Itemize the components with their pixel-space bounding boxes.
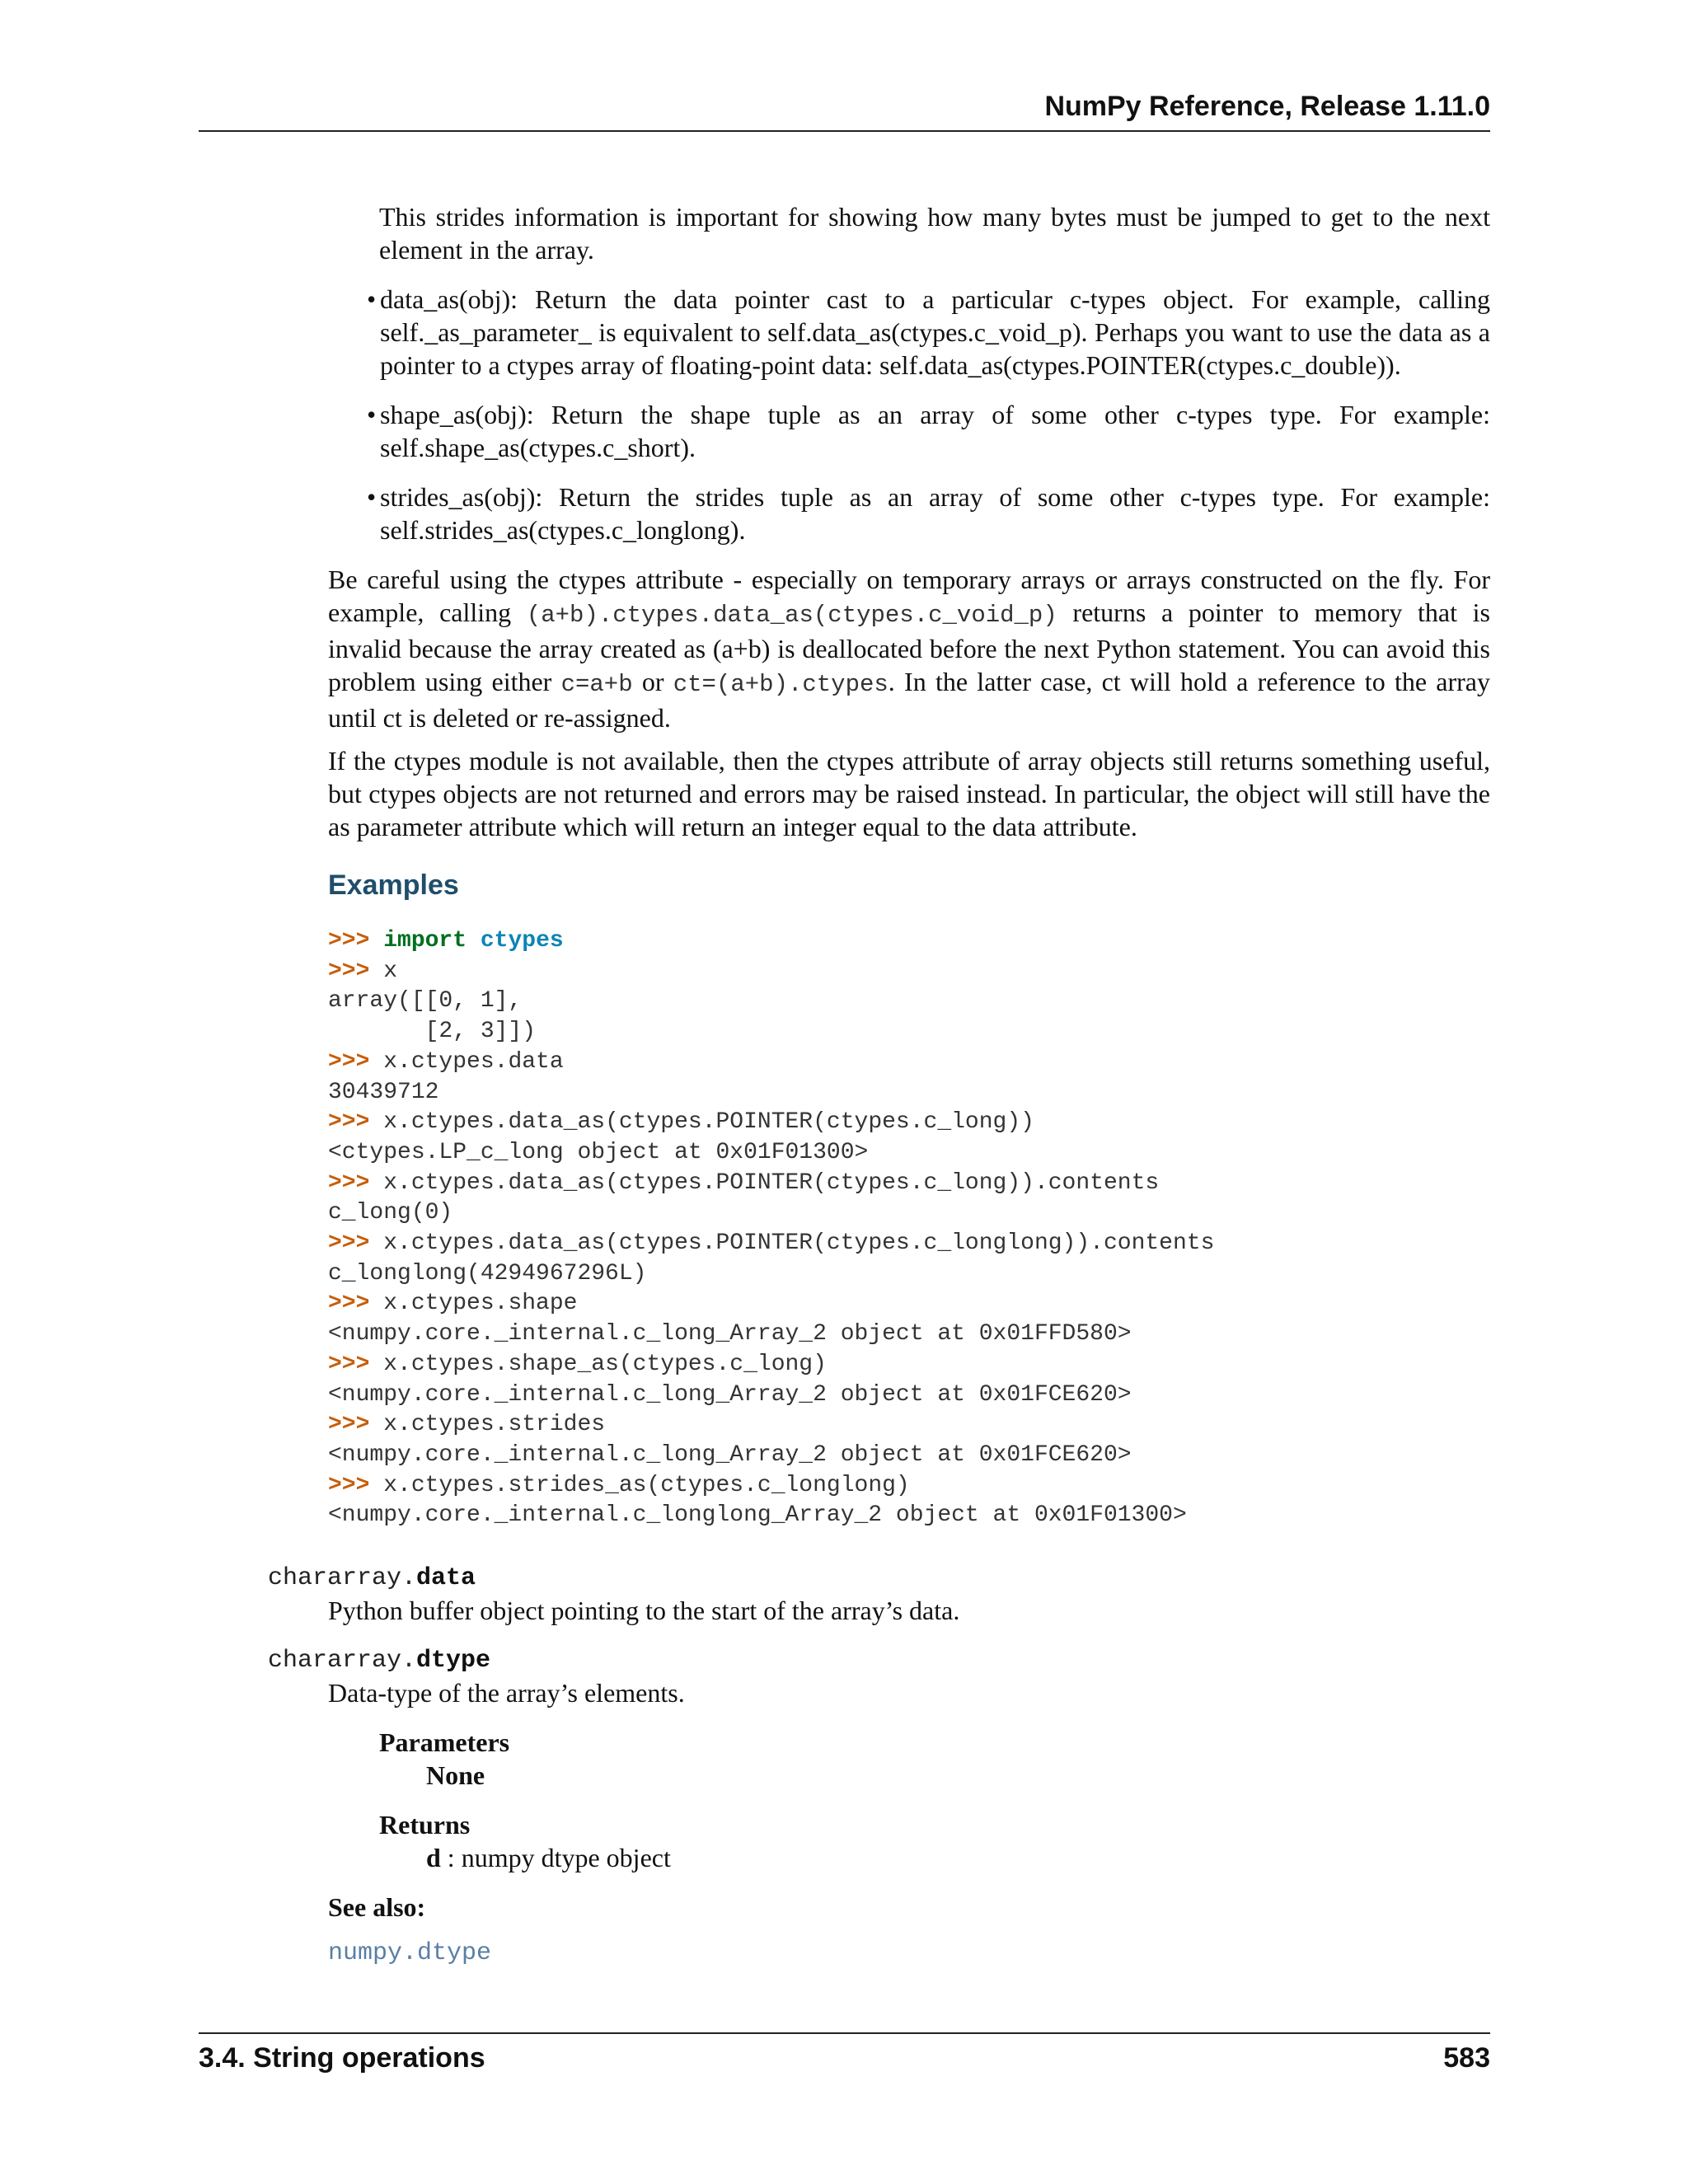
signature-name: data — [416, 1564, 476, 1592]
code-line — [328, 1261, 646, 1286]
careful-text-1: Be careful using the ctypes attribute - especially on temporary arrays or arrays constructed on the fly. For example, calling — [328, 565, 1490, 627]
see-also-link-numpy-dtype[interactable]: numpy.dtype — [328, 1939, 492, 1967]
code-example-block — [328, 926, 1214, 1531]
code-line — [328, 1049, 564, 1075]
footer-section-title: 3.4. String operations — [199, 2042, 485, 2074]
page-footer — [199, 2032, 1490, 2074]
code-prompt: >>> — [328, 1472, 384, 1498]
code-text: <numpy.core._internal.c_longlong_Array_2 object at 0x01F01300> — [328, 1502, 1187, 1529]
code-prompt: >>> — [328, 1230, 384, 1257]
returns-description: : numpy dtype object — [440, 1843, 671, 1872]
code-text: x — [383, 958, 398, 984]
examples-heading: Examples — [328, 869, 459, 901]
code-line — [328, 1200, 452, 1226]
data-attribute-signature — [268, 1563, 476, 1592]
careful-code-3: ct=(a+b).ctypes — [673, 671, 889, 698]
parameters-heading: Parameters — [379, 1727, 510, 1757]
code-line — [328, 1109, 1034, 1135]
code-text: x.ctypes.data_as(ctypes.POINTER(ctypes.c_longlong)).contents — [383, 1230, 1215, 1257]
bullet-text: strides_as(obj): Return the strides tuple as an array of some other c-types type. For example: self.strides_as(ctypes.c_longlong). — [380, 482, 1490, 545]
code-text: <numpy.core._internal.c_long_Array_2 object at 0x01FCE620> — [328, 1441, 1132, 1468]
code-module: ctypes — [480, 928, 564, 954]
code-line — [328, 1412, 605, 1437]
footer-page-number: 583 — [1443, 2042, 1490, 2074]
header-title: NumPy Reference, Release 1.11.0 — [1044, 91, 1490, 122]
bullet-text: data_as(obj): Return the data pointer cast to a particular c-types object. For example, calling self._as_parameter_ is equivalent to self.data_as(ctypes.c_void_p). Perhaps you want to use the data as a pointer to a ctypes array of floating-point data: self.data_as(ctypes.POINTER(ctypes.c_double)). — [380, 284, 1490, 380]
careful-code-2: c=a+b — [560, 671, 633, 698]
bullet-shape-as — [367, 398, 1490, 464]
code-text: c_longlong(4294967296L) — [328, 1260, 647, 1286]
code-line — [328, 1502, 1187, 1528]
careful-text-4: . In the latter case, ct will hold a reference to the array until ct is deleted or re-assigned. — [328, 667, 1490, 733]
code-prompt: >>> — [328, 958, 384, 984]
code-text: x.ctypes.shape_as(ctypes.c_long) — [383, 1351, 827, 1377]
code-text: x.ctypes.data — [383, 1048, 564, 1075]
code-line — [328, 1230, 1214, 1256]
signature-class: chararray. — [268, 1564, 417, 1592]
code-line — [328, 1019, 536, 1044]
code-text: 30439712 — [328, 1079, 439, 1105]
careful-text-2: returns a pointer to memory that is invalid because the array created as (a+b) is deallocated before the next Python statement. You can avoid this problem using either — [328, 598, 1491, 696]
code-prompt: >>> — [328, 1412, 384, 1438]
see-also-heading: See also: — [328, 1892, 426, 1922]
code-text: <ctypes.LP_c_long object at 0x01F01300> — [328, 1139, 869, 1165]
code-text: x.ctypes.strides_as(ctypes.c_longlong) — [383, 1472, 910, 1498]
code-text: x.ctypes.strides — [383, 1412, 606, 1438]
strides-info-paragraph: This strides information is important for showing how many bytes must be jumped to get to the next element in the array. — [379, 202, 1490, 265]
bullet-data-as — [367, 283, 1490, 382]
returns-value — [426, 1841, 671, 1874]
bullet-marker: • — [367, 482, 377, 512]
parameters-value: None — [426, 1760, 485, 1790]
returns-heading: Returns — [379, 1810, 471, 1840]
code-text: x.ctypes.data_as(ctypes.POINTER(ctypes.c_long)).contents — [383, 1169, 1160, 1196]
returns-name: d — [426, 1843, 441, 1872]
code-text: [2, 3]]) — [328, 1019, 537, 1045]
code-prompt: >>> — [328, 1351, 384, 1377]
code-line — [328, 1352, 827, 1377]
code-prompt: >>> — [328, 928, 384, 954]
code-text: x.ctypes.data_as(ctypes.POINTER(ctypes.c_long)) — [383, 1109, 1034, 1136]
code-line — [328, 958, 397, 984]
code-line — [328, 1170, 1159, 1196]
code-line — [328, 1080, 438, 1105]
code-text: array([[0, 1], — [328, 988, 523, 1015]
page-header — [199, 91, 1490, 132]
code-line — [328, 1321, 1132, 1347]
bullet-marker: • — [367, 284, 377, 314]
code-text: <numpy.core._internal.c_long_Array_2 object at 0x01FCE620> — [328, 1381, 1132, 1408]
bullet-strides-as — [367, 480, 1490, 546]
data-attribute-description: Python buffer object pointing to the start of the array’s data. — [328, 1596, 960, 1625]
dtype-attribute-description: Data-type of the array’s elements. — [328, 1678, 685, 1708]
code-line — [328, 1291, 577, 1316]
signature-class: chararray. — [268, 1647, 417, 1675]
code-keyword: import — [383, 928, 467, 954]
bullet-text: shape_as(obj): Return the shape tuple as an array of some other c-types type. For example: self.shape_as(ctypes.c_short). — [380, 400, 1490, 462]
code-line — [328, 928, 564, 954]
careful-text-3: or — [632, 667, 673, 696]
code-text: <numpy.core._internal.c_long_Array_2 object at 0x01FFD580> — [328, 1321, 1132, 1347]
code-prompt: >>> — [328, 1291, 384, 1317]
code-line — [328, 1442, 1132, 1468]
code-text: c_long(0) — [328, 1200, 453, 1226]
signature-name: dtype — [416, 1647, 491, 1675]
code-line — [328, 1140, 868, 1165]
code-prompt: >>> — [328, 1169, 384, 1196]
code-prompt: >>> — [328, 1109, 384, 1136]
code-prompt: >>> — [328, 1048, 384, 1075]
unavailable-paragraph: If the ctypes module is not available, then the ctypes attribute of array objects still returns something useful, but ctypes objects are not returned and errors may be raised instead. In particular, the object will still have the as parameter attribute which will return an integer equal to the data attribute. — [328, 746, 1490, 841]
code-line — [328, 988, 522, 1014]
code-text: x.ctypes.shape — [383, 1291, 578, 1317]
careful-paragraph — [328, 563, 1490, 734]
code-line — [328, 1382, 1132, 1408]
bullet-marker: • — [367, 400, 377, 429]
code-line — [328, 1473, 910, 1498]
careful-code-1: (a+b).ctypes.data_as(ctypes.c_void_p) — [526, 602, 1057, 629]
dtype-attribute-signature — [268, 1645, 490, 1675]
